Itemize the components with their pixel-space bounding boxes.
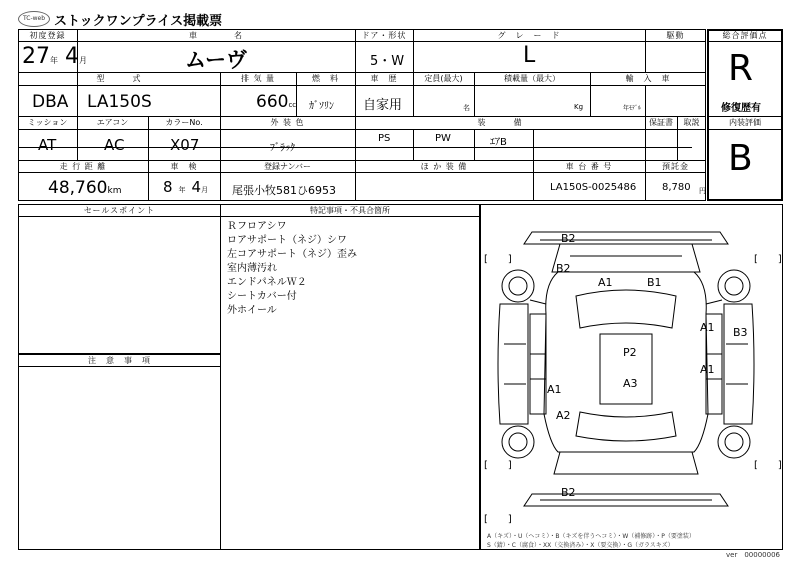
ext-color-value: ﾌﾞﾗｯｸ [270, 143, 295, 154]
label-door-type: ドア・形状 [361, 31, 407, 40]
load-unit: Kg [574, 103, 584, 111]
overall-eval-value: R [728, 48, 754, 89]
capacity-unit: 名 [463, 104, 470, 112]
label-manual: 取説 [683, 118, 700, 127]
plate-value: 尾張小牧581ひ6953 [232, 184, 336, 197]
note-item: ロアサポート（ネジ）シワ [227, 235, 347, 246]
bracket-mark: [ ] [484, 514, 512, 525]
model-value: LA150S [87, 92, 152, 112]
page-title: ストックワンプライス掲載票 [54, 14, 223, 29]
mileage-value [48, 178, 121, 198]
label-drive: 駆動 [666, 31, 685, 40]
label-import: 輸 入 車 [625, 74, 671, 83]
note-item: 外ホイール [227, 305, 277, 316]
insp-year: 8 [163, 178, 173, 196]
label-car-name: 車 名 [189, 31, 243, 40]
mileage-number: 48,760 [48, 178, 108, 198]
import-model-unit: 年ﾓﾃﾞﾙ [623, 105, 642, 112]
car-diagram [480, 204, 783, 534]
history-value: 自家用 [363, 98, 403, 113]
label-chassis-no: 車 台 番 号 [565, 162, 613, 171]
label-caution: 注 意 事 項 [88, 356, 151, 365]
damage-mark: A3 [623, 377, 638, 390]
damage-mark: A1 [598, 276, 613, 289]
damage-mark: B2 [561, 232, 576, 245]
bracket-mark: [ ] [484, 460, 512, 471]
mission-value: AT [38, 136, 57, 154]
reg-month-unit: 月 [79, 56, 87, 65]
reg-year: 27 [22, 44, 50, 69]
label-mission: ミッション [27, 118, 68, 127]
model-prefix-value: DBA [32, 92, 69, 112]
deposit-unit: 円 [699, 187, 706, 195]
equip-ps: PS [378, 133, 391, 144]
damage-mark: A1 [700, 321, 715, 334]
label-load: 積載量（最大） [504, 74, 560, 83]
bracket-mark: [ ] [484, 254, 512, 265]
label-fuel: 燃 料 [312, 74, 339, 83]
color-no-value: X07 [170, 136, 200, 154]
damage-mark: A1 [700, 363, 715, 376]
bracket-mark: [ ] [754, 460, 782, 471]
car-name-value: ムーヴ [185, 48, 247, 72]
caution-box [18, 354, 221, 550]
grade-value: L [523, 43, 536, 68]
damage-mark: B3 [733, 326, 748, 339]
damage-mark: B2 [556, 262, 571, 275]
damage-mark: A1 [547, 383, 562, 396]
label-displacement: 排 気 量 [240, 74, 276, 83]
equip-airbag: ｴｱB [490, 137, 507, 148]
label-capacity: 定員(最大) [424, 74, 463, 83]
label-ext-color: 外 装 色 [270, 118, 305, 127]
damage-mark: P2 [623, 346, 637, 359]
equip-pw: PW [435, 133, 451, 144]
interior-eval-value: B [728, 138, 753, 179]
label-overall-eval: 総合評価点 [722, 31, 768, 40]
mileage-unit: km [107, 186, 122, 196]
label-history: 車 歴 [370, 74, 398, 83]
spec-table [18, 29, 706, 201]
insp-month: 4 [191, 178, 202, 196]
deposit-value: 8,780 [662, 182, 691, 193]
label-first-reg: 初度登録 [29, 31, 66, 40]
label-equipment: 装 備 [477, 118, 523, 127]
note-item: エンドパネルＷ２ [227, 277, 307, 288]
label-sales-point: セールスポイント [83, 206, 156, 215]
displacement-unit: cc [288, 101, 297, 109]
version-label: ver 00000006 [726, 551, 780, 559]
first-reg-value [22, 44, 87, 69]
label-deposit: 預託金 [662, 162, 689, 171]
note-item: Ｒフロアシワ [227, 221, 287, 232]
legend-line: A（キズ）・U（ヘコミ）・B（キズを伴うヘコミ）・W（補修跡）・P（要塗装） [487, 533, 695, 540]
door-value: 5・W [370, 54, 405, 69]
fuel-value: ｶﾞｿﾘﾝ [309, 101, 334, 112]
chassis-no-value: LA150S-0025486 [550, 182, 637, 193]
insp-month-unit: 月 [201, 186, 209, 194]
notes-list [227, 220, 357, 318]
legend-line: S（錆）・C（腐食）・XX（交換済み）・X（要交換）・G（ガラスキズ） [487, 542, 674, 549]
note-item: 室内薄汚れ [227, 263, 277, 274]
damage-mark: B1 [647, 276, 662, 289]
damage-legend [487, 532, 695, 550]
bracket-mark: [ ] [754, 254, 782, 265]
label-warranty: 保証書 [649, 118, 673, 127]
label-aircon: エアコン [96, 118, 129, 127]
displacement-number: 660 [256, 92, 289, 112]
label-notes: 特記事項・不具合箇所 [310, 206, 390, 215]
displacement-value [256, 92, 296, 112]
sales-point-box [18, 204, 221, 354]
note-item: 左コアサポート（ネジ）歪み [227, 249, 357, 260]
overall-eval-note: 修復歴有 [721, 103, 761, 114]
damage-mark: B2 [561, 486, 576, 499]
damage-mark: A2 [556, 409, 571, 422]
label-plate: 登録ナンバー [263, 162, 312, 171]
label-color: カラーNo. [165, 118, 203, 127]
label-inspection: 車 検 [170, 162, 198, 171]
insp-year-unit: 年 [178, 186, 186, 194]
inspection-value [163, 178, 208, 196]
label-mileage: 走 行 距 離 [59, 162, 107, 171]
aircon-value: AC [104, 136, 125, 154]
label-other-equip: ほ か 装 備 [420, 162, 468, 171]
label-interior-eval: 内装評価 [729, 118, 761, 127]
tc-web-logo: TC-web [18, 11, 50, 27]
label-model: 型 式 [96, 74, 142, 83]
reg-year-unit: 年 [50, 56, 58, 65]
label-grade: グ レ ー ド [497, 31, 561, 40]
note-item: シートカバー付 [227, 291, 297, 302]
reg-month: 4 [65, 44, 79, 69]
